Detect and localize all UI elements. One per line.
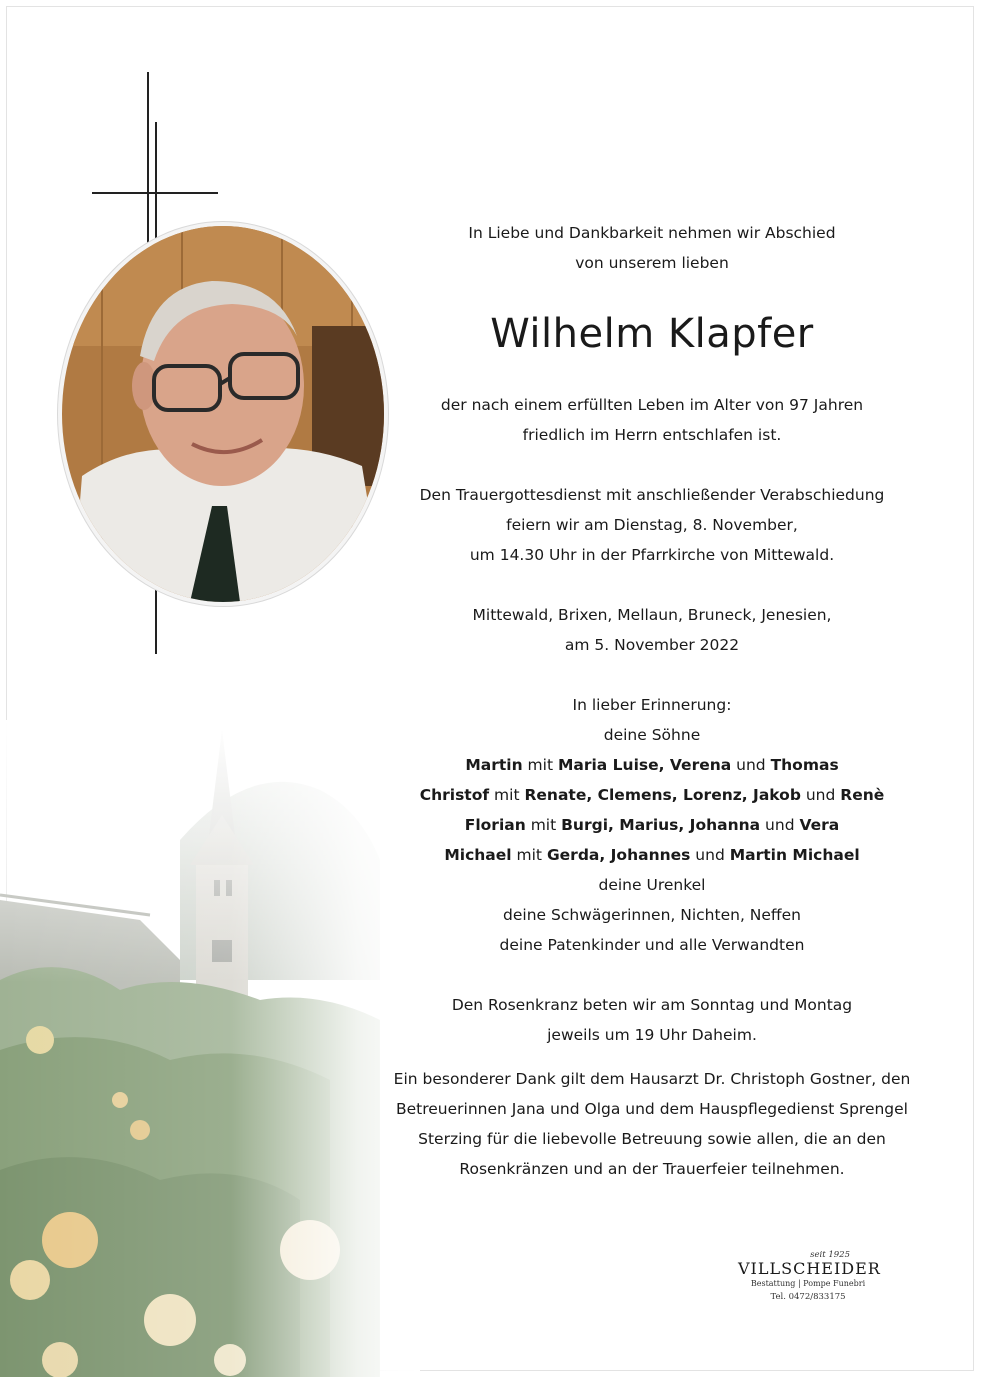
logo-subtitle: Bestattung | Pompe Funebri [750,1279,866,1288]
church-garden-image [0,720,420,1377]
thanks-line-4: Rosenkränzen und an der Trauerfeier teilnehmen. [459,1160,845,1178]
thanks-line-3: Sterzing für die liebevolle Betreuung sowie allen, die an den [418,1130,886,1148]
intro-line-1: In Liebe und Dankbarkeit nehmen wir Abschied [468,224,836,242]
place-line: Mittewald, Brixen, Mellaun, Bruneck, Jenesien, [472,606,832,624]
intro-line-2: von unserem lieben [575,254,729,272]
logo-phone: Tel. 0472/833175 [770,1292,846,1302]
thanks-line-1: Ein besonderer Dank gilt dem Hausarzt Dr. Christoph Gostner, den [393,1070,911,1088]
family-line-2: Christof mit Renate, Clemens, Lorenz, Jakob und Renè [419,786,885,804]
family-line-4: Michael mit Gerda, Johannes und Martin Michael [444,846,860,864]
thanks-line-2: Betreuerinnen Jana und Olga und dem Hauspflegedienst Sprengel [395,1100,908,1118]
date-line: am 5. November 2022 [564,636,740,654]
logo-since: seit 1925 [810,1250,850,1260]
in-laws-line: deine Schwägerinnen, Nichten, Neffen [503,906,801,924]
family-line-3: Florian mit Burgi, Marius, Johanna und Vera [464,816,840,834]
sons-label: deine Söhne [603,726,701,744]
cross-horizontal-line [92,192,218,194]
portrait-photo [62,226,384,602]
rosary-line-2: jeweils um 19 Uhr Daheim. [547,1026,757,1044]
passing-line-2: friedlich im Herrn entschlafen ist. [522,426,782,444]
service-line-1: Den Trauergottesdienst mit anschließender Verabschiedung [419,486,885,504]
passing-line-1: der nach einem erfüllten Leben im Alter von 97 Jahren [440,396,864,414]
service-line-3: um 14.30 Uhr in der Pfarrkirche von Mittewald. [469,546,835,564]
family-line-1: Martin mit Maria Luise, Verena und Thomas [465,756,839,774]
rosary-line-1: Den Rosenkranz beten wir am Sonntag und Montag [451,996,853,1014]
mourners-heading: In lieber Erinnerung: [572,696,732,714]
deceased-name: Wilhelm Klapfer [490,311,814,357]
godchildren-line: deine Patenkinder und alle Verwandten [499,936,805,954]
great-grandchildren-line: deine Urenkel [598,876,706,894]
logo-brand: VILLSCHEIDER [738,1259,881,1278]
funeral-home-logo [738,1250,881,1304]
obituary-text [392,218,912,1184]
service-line-2: feiern wir am Dienstag, 8. November, [506,516,798,534]
